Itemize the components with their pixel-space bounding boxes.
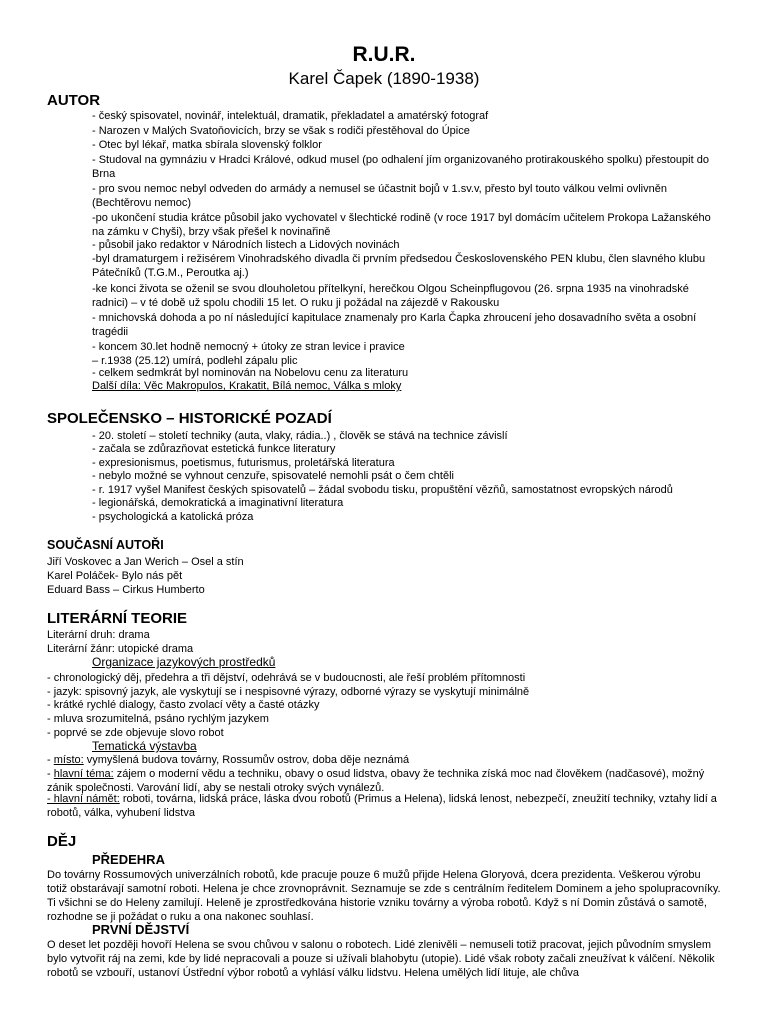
other-works: Další díla: Věc Makropulos, Krakatit, Bílá nemoc, Válka s mloky xyxy=(92,380,402,392)
theme-line: - hlavní téma: zájem o moderní vědu a techniku, obavy o osud lidstva, obavy že technika získá moc nad člověkem (nadčasové), možný zánik společnosti. Varování lidí, aby se nestali otroky svých vynálezů. xyxy=(47,768,705,794)
literary-genre: Literární žánr: utopické drama xyxy=(47,643,194,655)
list-item: - 20. století – století techniky (auta, vlaky, rádia..) , člověk se stává na technice závislí xyxy=(92,430,508,442)
paragraph-predehra: Do továrny Rossumových univerzálních robotů, kde pracuje pouze 6 mužů přijde Helena Gloryová, dcera prezidenta. Veškerou výrobu totiž obstarávají samotní roboti. Helena je chce zrovnoprávnit. Seznamuje se zde s centrálním ředitelem Dominem a jeho spolupracovníky. Ti všichni se do Heleny zamilují. Heleně je zprostředkována historie vzniku továrny a výroba robotů. Když s ní Domin zůstává o samotě, rozhodne se ji požádat o ruku a ona nakonec souhlasí. xyxy=(47,869,721,923)
subheading-predehra: PŘEDEHRA xyxy=(92,852,165,867)
motif-text: roboti, továrna, lidská práce, láska dvou robotů (Primus a Helena), lidská lenost, nebezpečí, zneužití techniky, vztahy lidí a robotů, válka, vyhubení lidstva xyxy=(47,793,717,819)
list-item: - chronologický děj, předehra a tři dějství, odehrává se v budoucnosti, ale řeší problém přítomnosti xyxy=(47,672,526,684)
list-item: - expresionismus, poetismus, futurismus, proletářská literatura xyxy=(92,457,395,469)
setting-text: vymyšlená budova továrny, Rossumův ostrov, doba děje neznámá xyxy=(83,754,410,766)
list-item: – r.1938 (25.12) umírá, podlehl zápalu plic xyxy=(92,355,298,367)
list-item: - pro svou nemoc nebyl odveden do armády a nemusel se účastnit bojů v 1.sv.v, přesto byl touto válkou velmi ovlivněn (Bechtěrovu nemoc) xyxy=(92,183,667,209)
list-item: Jiří Voskovec a Jan Werich – Osel a stín xyxy=(47,556,244,568)
list-item: - začala se zdůrazňovat estetická funkce literatury xyxy=(92,443,336,455)
list-item: - působil jako redaktor v Národních listech a Lidových novinách xyxy=(92,239,400,251)
section-heading-dej: DĚJ xyxy=(47,833,77,850)
setting-line: - místo: vymyšlená budova továrny, Rossumův ostrov, doba děje neznámá xyxy=(47,754,410,766)
list-item: - krátké rychlé dialogy, často zvolací věty a časté otázky xyxy=(47,699,320,711)
subheading-tematicka: Tematická výstavba xyxy=(92,739,197,753)
list-item: - Otec byl lékař, matka sbírala slovenský folklor xyxy=(92,139,322,151)
list-item: - mluva srozumitelná, psáno rychlým jazykem xyxy=(47,713,269,725)
list-item: - Narozen v Malých Svatoňovicích, brzy se však s rodiči přestěhoval do Úpice xyxy=(92,125,470,137)
paragraph-prvni-dejstvi: O deset let později hovoří Helena se svou chůvou v salonu o robotech. Lidé zlenivěli – nemuseli totiž pracovat, jejich původním smyslem bylo vytvořit ráj na zemi, kde by lidé nepracovali a pouze si užívali blahobytu (utopie). Lidé však roboty začali zneužívat k válčení. Několik robotů se vzbouří, ustanoví Ústřední výbor robotů a vyhlásí válku lidstvu. Helena umělých lidí lituje, ale chůva xyxy=(47,939,715,979)
theme-text: zájem o moderní vědu a techniku, obavy o osud lidstva, obavy že technika získá moc nad člověkem (nadčasové), možný zánik společnosti. Varování lidí, aby se nestali otroky svých vynálezů. xyxy=(47,768,705,794)
list-item: -ke konci života se oženil se svou dlouholetou přítelkyní, herečkou Olgou Scheinpflugovou (26. srpna 1935 na vinohradské radnici) – v té době už spolu chodili 15 let. O ruku ji požádal na zájezdě v Rakousku xyxy=(92,283,689,309)
subheading-prvni-dejstvi: PRVNÍ DĚJSTVÍ xyxy=(92,922,190,937)
list-item: Karel Poláček- Bylo nás pět xyxy=(47,570,183,582)
list-item: - český spisovatel, novinář, intelektuál, dramatik, překladatel a amatérský fotograf xyxy=(92,110,489,122)
list-item: - legionářská, demokratická a imaginativní literatura xyxy=(92,497,344,509)
list-item: Eduard Bass – Cirkus Humberto xyxy=(47,584,205,596)
setting-label: místo: xyxy=(53,754,84,766)
list-item: - celkem sedmkrát byl nominován na Nobelovu cenu za literaturu xyxy=(92,367,409,379)
motif-line xyxy=(47,792,722,820)
section-heading-teorie: LITERÁRNÍ TEORIE xyxy=(47,610,188,627)
section-heading-autor: AUTOR xyxy=(47,92,101,109)
subheading-organizace: Organizace jazykových prostředků xyxy=(92,655,276,669)
list-item: - koncem 30.let hodně nemocný + útoky ze stran levice i pravice xyxy=(92,341,405,353)
list-item: -po ukončení studia krátce působil jako vychovatel v šlechtické rodině (v roce 1917 byl domácím učitelem Prokopa Lažanského na zámku v Chyši), brzy však přešel k novinařině xyxy=(92,212,711,238)
list-item: - poprvé se zde objevuje slovo robot xyxy=(47,727,224,739)
motif-label: - hlavní námět: xyxy=(47,793,120,805)
document-title: R.U.R. xyxy=(352,43,416,66)
list-item: -byl dramaturgem i režisérem Vinohradského divadla či prvním předsedou Československého PEN klubu, člen slavného klubu Pátečníků (T.G.M., Peroutka aj.) xyxy=(92,253,706,279)
document-subtitle: Karel Čapek (1890-1938) xyxy=(288,69,480,88)
list-item: - r. 1917 vyšel Manifest českých spisovatelů – žádal svobodu tisku, propuštění vězňů, samostatnost evropských národů xyxy=(92,484,673,496)
list-item: - jazyk: spisovný jazyk, ale vyskytují se i nespisovné výrazy, odborné výrazy se vyskytují minimálně xyxy=(47,686,530,698)
section-heading-pozadi: SPOLEČENSKO – HISTORICKÉ POZADÍ xyxy=(47,410,332,427)
section-heading-soucasni: SOUČASNÍ AUTOŘI xyxy=(47,538,164,552)
literary-type: Literární druh: drama xyxy=(47,629,150,641)
list-item: - nebylo možné se vyhnout cenzuře, spisovatelé nemohli psát o čem chtěli xyxy=(92,470,454,482)
list-item: - Studoval na gymnáziu v Hradci Králové, odkud musel (po odhalení jím organizovaného protirakouského spolku) přestoupit do Brna xyxy=(92,154,709,180)
theme-label: hlavní téma: xyxy=(53,768,114,780)
list-item: - mnichovská dohoda a po ní následující kapitulace znamenaly pro Karla Čapka zhroucení jeho dosavadního světa a osobní tragédii xyxy=(92,312,697,338)
list-item: - psychologická a katolická próza xyxy=(92,511,254,523)
